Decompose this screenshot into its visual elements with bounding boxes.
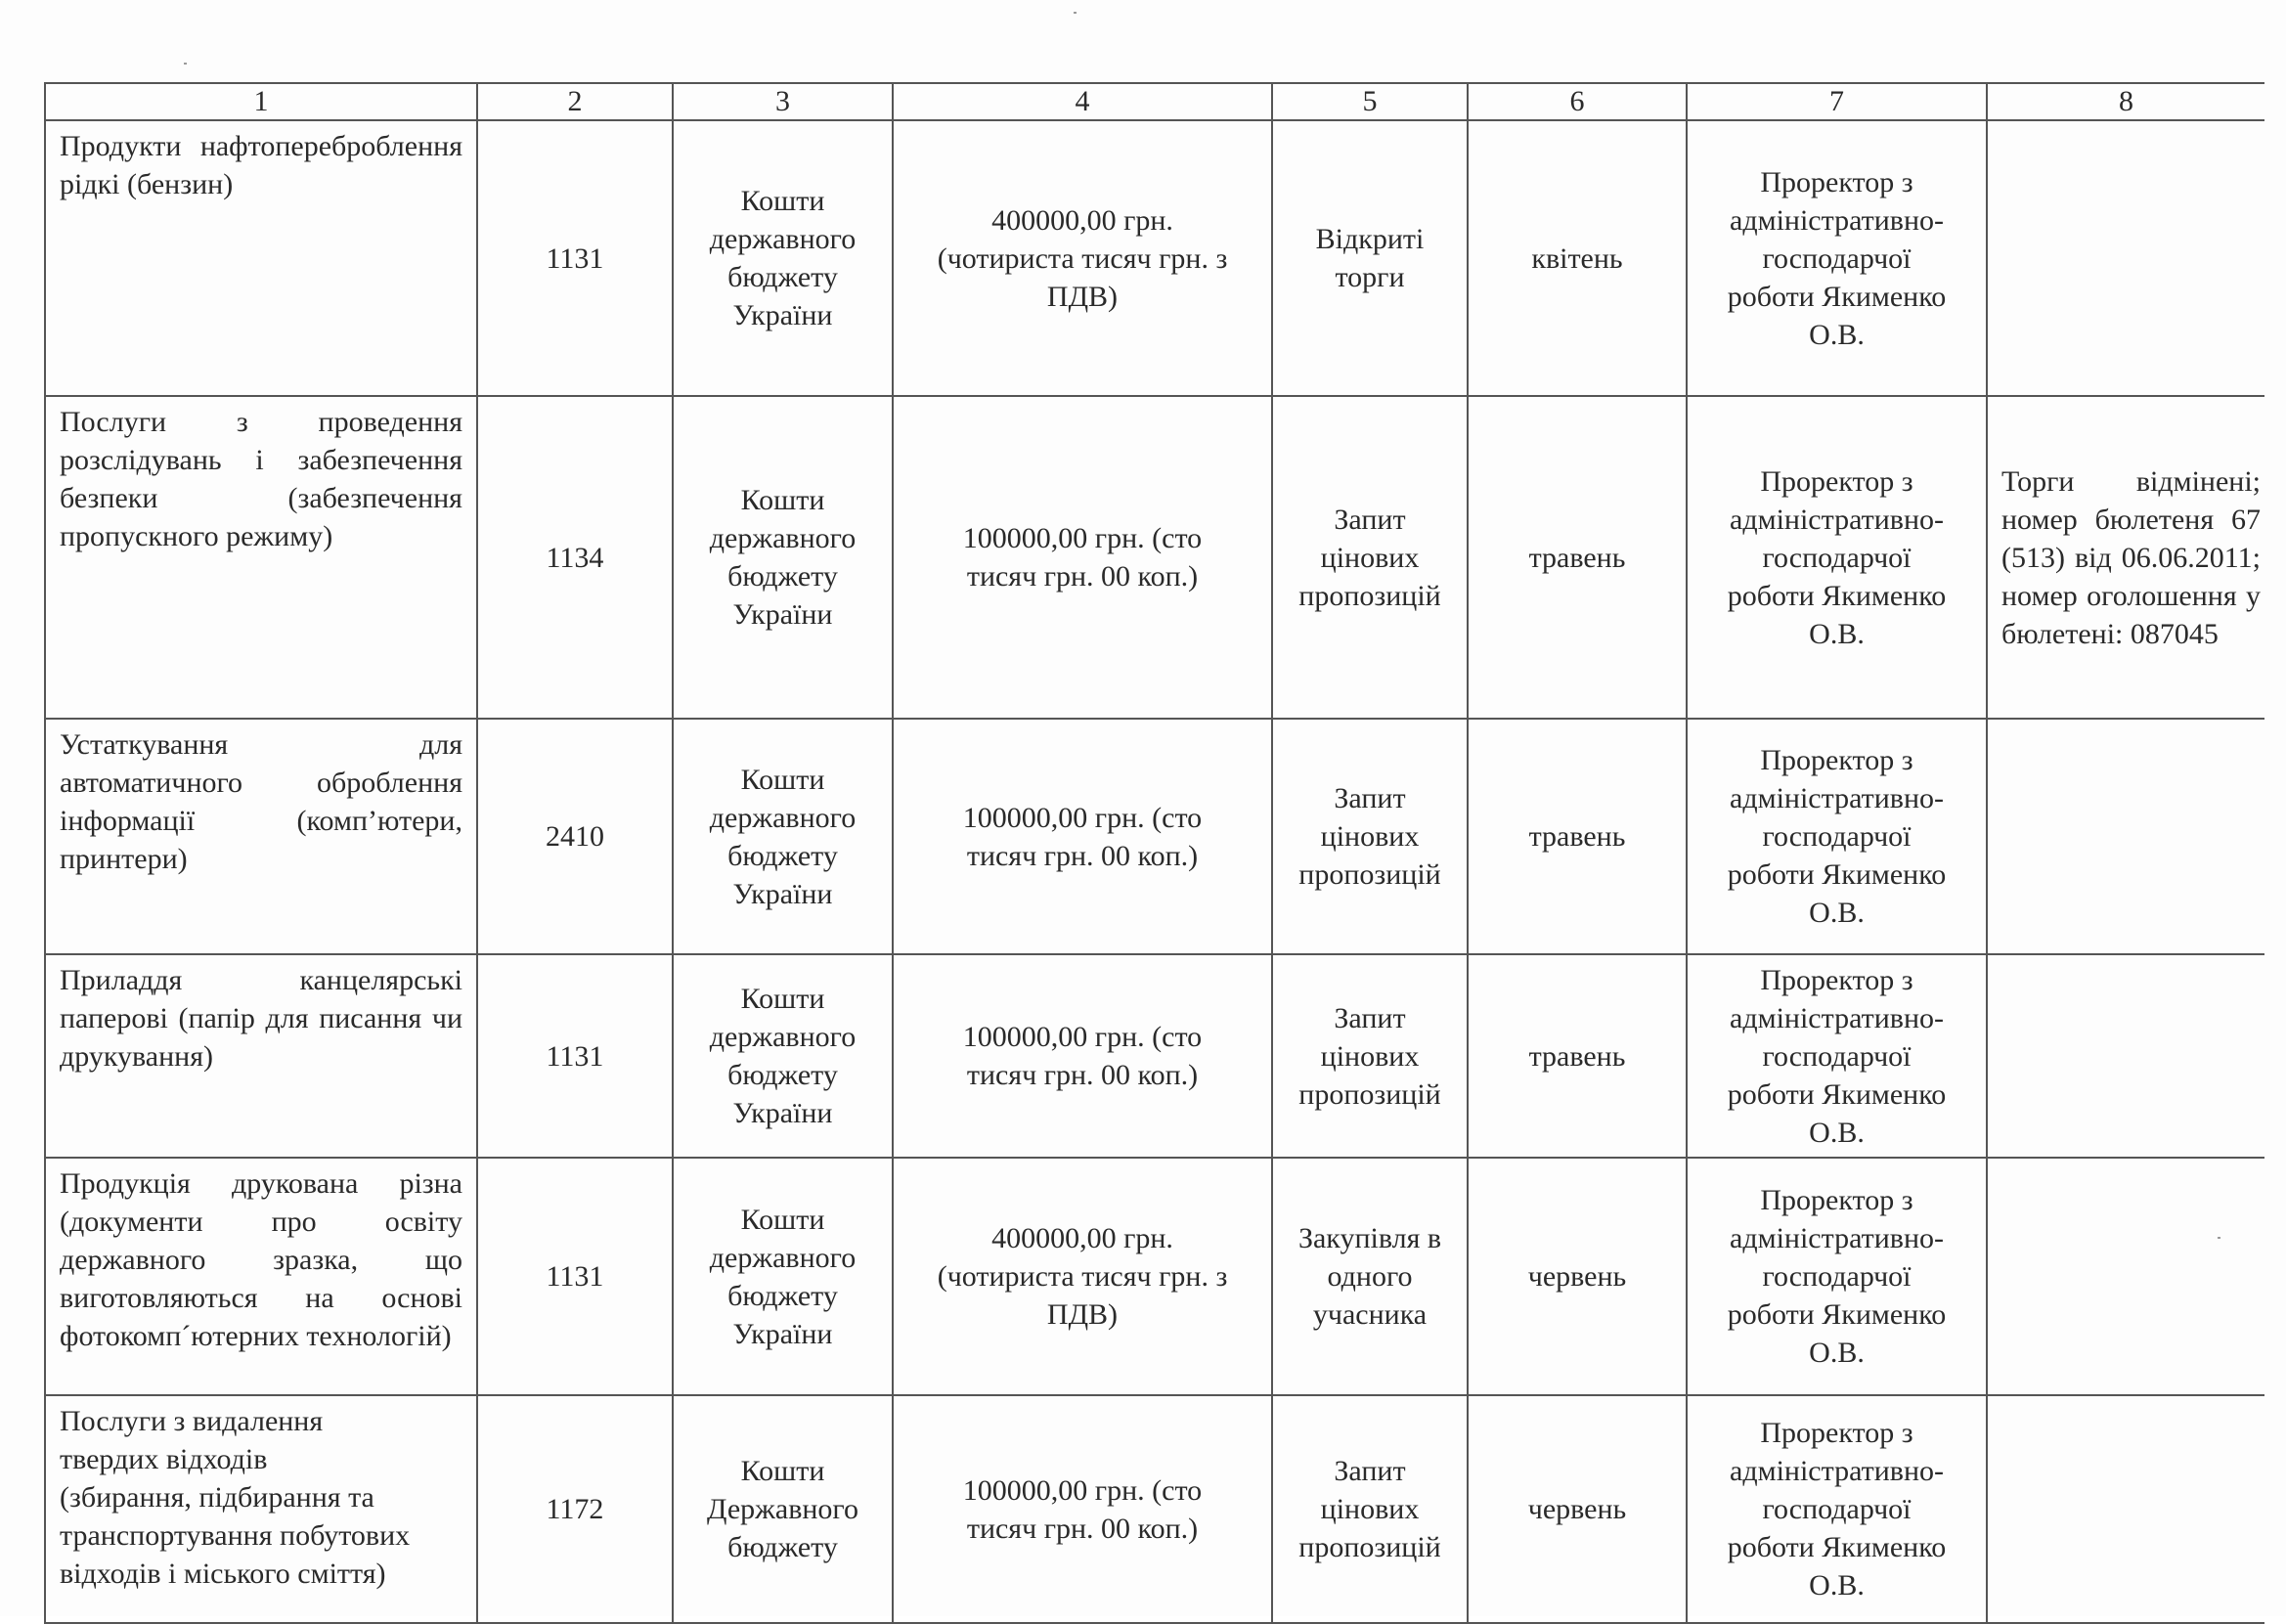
note-cell (1987, 954, 2264, 1158)
responsible-person: Проректор з адміністративно- господарчої роботи Якименко О.В. (1727, 165, 1947, 351)
item-name-cell (45, 1158, 477, 1395)
item-code: 1131 (546, 1039, 604, 1073)
item-name-cell (45, 120, 477, 396)
funding-source: Кошти Державного бюджету (707, 1455, 858, 1563)
procedure-cell (1272, 120, 1468, 396)
procedure-cell (1272, 1158, 1468, 1395)
column-number: 8 (1987, 83, 2264, 120)
amount-cell (893, 1395, 1272, 1623)
note-cell (1987, 1395, 2264, 1623)
month-cell (1468, 719, 1687, 954)
amount-cell (893, 1158, 1272, 1395)
procedure-cell (1272, 1395, 1468, 1623)
funding-source: Кошти державного бюджету України (709, 763, 857, 910)
funding-source-cell (673, 1395, 893, 1623)
item-name: Послуги з видалення твердих відходів (збирання, підбирання та транспортування побутових відходів і міського сміття) (60, 1405, 411, 1590)
funding-source-cell (673, 396, 893, 719)
start-month: травень (1528, 820, 1626, 853)
amount-cell (893, 120, 1272, 396)
amount-cell (893, 396, 1272, 719)
procurement-procedure: Відкриті торги (1315, 223, 1425, 293)
funding-source: Кошти державного бюджету України (709, 185, 857, 331)
expected-amount: 100000,00 грн. (сто тисяч грн. 00 коп.) (962, 801, 1203, 872)
expected-amount: 100000,00 грн. (сто тисяч грн. 00 коп.) (962, 1473, 1203, 1545)
funding-source-cell (673, 120, 893, 396)
code-cell (477, 120, 673, 396)
code-cell (477, 954, 673, 1158)
amount-cell (893, 719, 1272, 954)
item-name-cell (45, 954, 477, 1158)
table-row (45, 1158, 2264, 1395)
item-code: 1134 (546, 541, 604, 574)
item-name-cell (45, 719, 477, 954)
item-code: 1172 (546, 1493, 604, 1525)
responsible-cell (1687, 120, 1987, 396)
table-row (45, 120, 2264, 396)
responsible-cell (1687, 1158, 1987, 1395)
note-cell (1987, 396, 2264, 719)
procurement-procedure: Запит цінових пропозицій (1298, 503, 1441, 612)
procurement-procedure: Запит цінових пропозицій (1298, 1455, 1441, 1563)
column-number: 7 (1687, 83, 1987, 120)
funding-source: Кошти державного бюджету України (709, 983, 857, 1129)
table-row (45, 396, 2264, 719)
table-row (45, 1395, 2264, 1623)
procurement-procedure: Закупівля в одного учасника (1297, 1222, 1442, 1331)
expected-amount: 400000,00 грн. (чотириста тисяч грн. з ПДВ) (937, 203, 1228, 313)
note-cell (1987, 120, 2264, 396)
procedure-cell (1272, 954, 1468, 1158)
responsible-cell (1687, 1395, 1987, 1623)
start-month: квітень (1531, 241, 1623, 275)
table-row (45, 954, 2264, 1158)
month-cell (1468, 1158, 1687, 1395)
month-cell (1468, 120, 1687, 396)
responsible-person: Проректор з адміністративно- господарчої роботи Якименко О.В. (1727, 464, 1947, 650)
responsible-cell (1687, 396, 1987, 719)
code-cell (477, 396, 673, 719)
expected-amount: 100000,00 грн. (сто тисяч грн. 00 коп.) (962, 522, 1203, 593)
procedure-cell (1272, 396, 1468, 719)
item-code: 1131 (546, 1260, 604, 1293)
month-cell (1468, 396, 1687, 719)
code-cell (477, 1158, 673, 1395)
code-cell (477, 1395, 673, 1623)
scan-speck (184, 63, 187, 65)
funding-source: Кошти державного бюджету України (709, 484, 857, 631)
column-number-row (45, 83, 2264, 120)
column-number: 2 (477, 83, 673, 120)
month-cell (1468, 1395, 1687, 1623)
responsible-person: Проректор з адміністративно- господарчої роботи Якименко О.В. (1727, 744, 1947, 929)
column-number: 5 (1272, 83, 1468, 120)
item-name-cell (45, 396, 477, 719)
item-name: Продукція друкована різна (документи про освіту державного зразка, що виготовляються на основі фотокомп´ютерних технологій) (60, 1167, 462, 1352)
scan-speck (1074, 12, 1077, 14)
responsible-person: Проректор з адміністративно- господарчої роботи Якименко О.В. (1727, 1184, 1947, 1369)
responsible-cell (1687, 719, 1987, 954)
column-number: 6 (1468, 83, 1687, 120)
item-name: Приладдя канцелярські паперові (папір для писання чи друкування) (60, 964, 462, 1073)
expected-amount: 400000,00 грн. (чотириста тисяч грн. з ПДВ) (937, 1222, 1228, 1331)
item-code: 1131 (546, 241, 604, 275)
funding-source-cell (673, 719, 893, 954)
note-cell (1987, 1158, 2264, 1395)
code-cell (477, 719, 673, 954)
responsible-person: Проректор з адміністративно- господарчої роботи Якименко О.В. (1727, 963, 1947, 1149)
item-name-cell (45, 1395, 477, 1623)
item-name: Продукти нафтопереброблення рідкі (бензин) (60, 130, 462, 200)
item-name: Послуги з проведення розслідувань і забезпечення безпеки (забезпечення пропускного режиму) (60, 406, 462, 552)
column-number: 3 (673, 83, 893, 120)
item-code: 2410 (546, 820, 604, 853)
start-month: червень (1527, 1260, 1627, 1293)
procurement-procedure: Запит цінових пропозицій (1298, 782, 1441, 891)
table-row (45, 719, 2264, 954)
responsible-person: Проректор з адміністративно- господарчої роботи Якименко О.В. (1727, 1417, 1947, 1602)
column-number: 4 (893, 83, 1272, 120)
start-month: травень (1528, 541, 1626, 574)
procedure-cell (1272, 719, 1468, 954)
responsible-cell (1687, 954, 1987, 1158)
funding-source-cell (673, 954, 893, 1158)
start-month: травень (1528, 1039, 1626, 1073)
amount-cell (893, 954, 1272, 1158)
note-cell (1987, 719, 2264, 954)
funding-source-cell (673, 1158, 893, 1395)
item-name: Устаткування для автоматичного оброблення інформації (комп’ютери, принтери) (60, 728, 462, 875)
month-cell (1468, 954, 1687, 1158)
funding-source: Кошти державного бюджету України (709, 1203, 857, 1350)
expected-amount: 100000,00 грн. (сто тисяч грн. 00 коп.) (962, 1021, 1203, 1091)
start-month: червень (1527, 1493, 1627, 1525)
note-text: Торги відмінені; номер бюлетеня 67 (513) від 06.06.2011; номер оголошення у бюлетені: 087045 (2001, 464, 2261, 650)
procurement-procedure: Запит цінових пропозицій (1298, 1001, 1441, 1111)
procurement-plan-table (44, 82, 2264, 1624)
column-number: 1 (45, 83, 477, 120)
